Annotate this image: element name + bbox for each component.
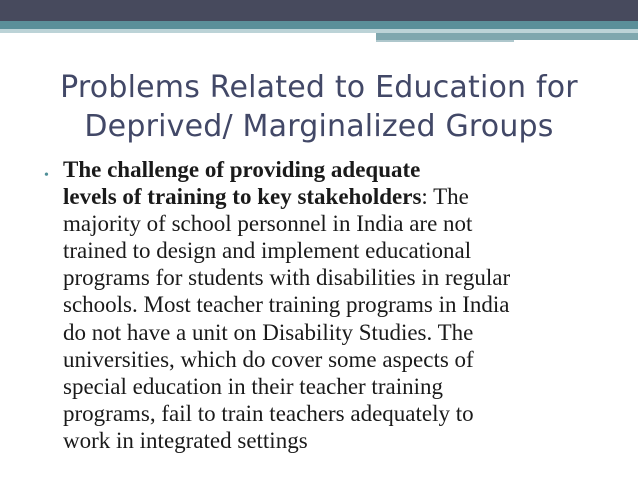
- paragraph-line: majority of school personnel in India are not: [63, 211, 473, 237]
- bold-tail-text: : The: [421, 184, 469, 210]
- paragraph-line: special education in their teacher training: [63, 373, 443, 399]
- paragraph-line: do not have a unit on Disability Studies. The: [63, 319, 474, 345]
- bullet-marker: •: [44, 168, 49, 183]
- paragraph-line: schools. Most teacher training programs in India: [63, 292, 510, 318]
- header-accent-bar: [376, 33, 638, 40]
- paragraph-line: trained to design and implement educational: [63, 238, 472, 264]
- bullet-paragraph: [63, 156, 623, 454]
- paragraph-line: programs, fail to train teachers adequately to: [63, 400, 474, 426]
- slide-title: [20, 68, 618, 146]
- slide-title-line-2: Deprived/ Marginalized Groups: [84, 109, 554, 144]
- paragraph-line: universities, which do cover some aspects of: [63, 346, 474, 372]
- header-band-dark: [0, 0, 638, 21]
- paragraph-line: programs for students with disabilities in regular: [63, 265, 511, 291]
- header-accent-line: [376, 40, 514, 42]
- header-band-teal: [0, 21, 638, 29]
- paragraph-line: [63, 183, 623, 210]
- bold-heading-line-2: levels of training to key stakeholders: [63, 184, 422, 210]
- paragraph-line: [63, 156, 623, 183]
- bold-heading-line-1: The challenge of providing adequate: [63, 157, 421, 182]
- slide-title-line-1: Problems Related to Education for: [60, 70, 578, 105]
- paragraph-line: work in integrated settings: [63, 427, 308, 453]
